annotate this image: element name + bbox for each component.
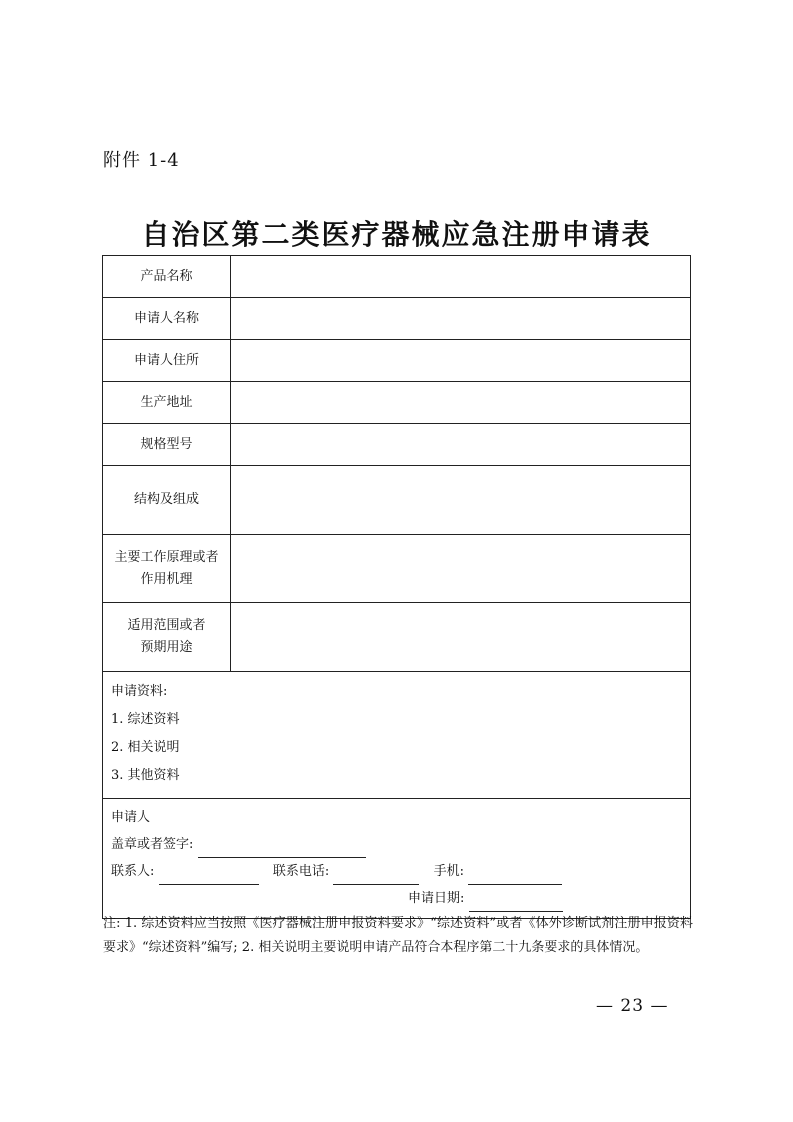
product-name-field[interactable] <box>231 256 691 298</box>
structure-field[interactable] <box>231 466 691 535</box>
form-title: 自治区第二类医疗器械应急注册申请表 <box>141 218 652 251</box>
page-number: — 23 — <box>596 996 669 1016</box>
form-row-product-name <box>103 256 691 298</box>
applicant-label: 申请人 <box>111 810 151 825</box>
date-line[interactable] <box>469 897 563 912</box>
signature-cell <box>103 799 691 919</box>
materials-item: 2. 相关说明 <box>111 740 180 755</box>
date-row <box>111 885 682 912</box>
mobile-label: 手机: <box>433 864 465 879</box>
date-label: 申请日期: <box>408 891 465 906</box>
materials-heading: 申请资料: <box>111 684 168 699</box>
application-form-table <box>102 255 691 919</box>
working-principle-field[interactable] <box>231 535 691 603</box>
row-label: 申请人住所 <box>103 340 231 382</box>
applicant-address-field[interactable] <box>231 340 691 382</box>
form-row-working-principle <box>103 535 691 603</box>
form-row-model-spec <box>103 424 691 466</box>
materials-item: 1. 综述资料 <box>111 712 180 727</box>
row-label: 结构及组成 <box>103 466 231 535</box>
stamp-signature-line[interactable] <box>198 843 366 858</box>
contact-row <box>111 858 682 885</box>
intended-use-field[interactable] <box>231 603 691 672</box>
phone-line[interactable] <box>333 870 419 885</box>
materials-cell <box>103 672 691 799</box>
contact-line[interactable] <box>159 870 259 885</box>
materials-item: 3. 其他资料 <box>111 768 180 783</box>
form-row-applicant-name <box>103 298 691 340</box>
row-label <box>103 603 231 672</box>
model-spec-field[interactable] <box>231 424 691 466</box>
row-label-line2: 预期用途 <box>140 640 193 655</box>
mobile-line[interactable] <box>468 870 562 885</box>
row-label: 产品名称 <box>103 256 231 298</box>
row-label: 生产地址 <box>103 382 231 424</box>
row-label-line1: 主要工作原理或者 <box>114 549 219 565</box>
form-row-applicant-address <box>103 340 691 382</box>
stamp-row <box>111 831 682 858</box>
stamp-label: 盖章或者签字: <box>111 837 194 852</box>
form-row-materials <box>103 672 691 799</box>
form-row-intended-use <box>103 603 691 672</box>
row-label-line2: 作用机理 <box>140 571 193 587</box>
row-label <box>103 535 231 603</box>
row-label: 申请人名称 <box>103 298 231 340</box>
attachment-label: 附件 1-4 <box>103 150 180 171</box>
applicant-name-field[interactable] <box>231 298 691 340</box>
row-label: 规格型号 <box>103 424 231 466</box>
contact-label: 联系人: <box>111 864 155 879</box>
phone-label: 联系电话: <box>272 864 330 879</box>
form-row-production-address <box>103 382 691 424</box>
production-address-field[interactable] <box>231 382 691 424</box>
form-row-signature <box>103 799 691 919</box>
form-row-structure <box>103 466 691 535</box>
row-label-line1: 适用范围或者 <box>127 618 206 633</box>
footnote: 注: 1. 综述资料应当按照《医疗器械注册申报资料要求》“综述资料”或者《体外诊断试剂注册申报资料要求》“综述资料”编写; 2. 相关说明主要说明申请产品符合本程序第二十九条要求的具体情况。 <box>103 916 693 955</box>
